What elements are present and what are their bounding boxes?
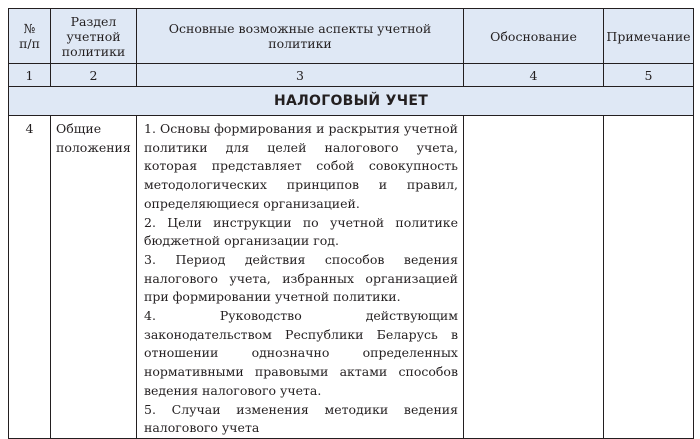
aspect-item: 5. Случаи изменения методики ведения налогового учета [144, 401, 458, 436]
row-section: Общие положения [51, 116, 137, 439]
aspect-item: 3. Период действия способов ведения налогового учета, избранных организацией при формировании учетной политики. [144, 251, 458, 305]
row-note [604, 116, 694, 439]
header-row [9, 9, 694, 64]
section-title: НАЛОГОВЫЙ УЧЕТ [9, 87, 694, 116]
row-justification [464, 116, 604, 439]
aspect-item: 1. Основы формирования и раскрытия учетной политики для целей налогового учета, которая представляет собой совокупность методологических принципов и правил, определяющиеся организацией. [144, 121, 458, 211]
column-number: 5 [604, 64, 694, 87]
column-number: 1 [9, 64, 51, 87]
aspect-item: 4. Руководство действующим законодательством Республики Беларусь в отношении однозначно определенных нормативными правовыми актами способов ведения налогового учета. [144, 308, 458, 398]
header-justification: Обоснование [464, 9, 604, 64]
header-section: Раздел учетной политики [51, 9, 137, 64]
row-aspects [137, 116, 464, 439]
column-number-row [9, 64, 694, 87]
column-number: 4 [464, 64, 604, 87]
row-number: 4 [9, 116, 51, 439]
aspect-item: 2. Цели инструкции по учетной политике бюджетной организации год. [144, 214, 458, 249]
header-note: Примечание [604, 9, 694, 64]
column-number: 3 [137, 64, 464, 87]
accounting-policy-table-wrapper [8, 8, 693, 439]
section-row [9, 87, 694, 116]
header-number: № п/п [9, 9, 51, 64]
table-row [9, 116, 694, 439]
column-number: 2 [51, 64, 137, 87]
accounting-policy-table [8, 8, 694, 439]
header-aspects: Основные возможные аспекты учетной политики [137, 9, 464, 64]
